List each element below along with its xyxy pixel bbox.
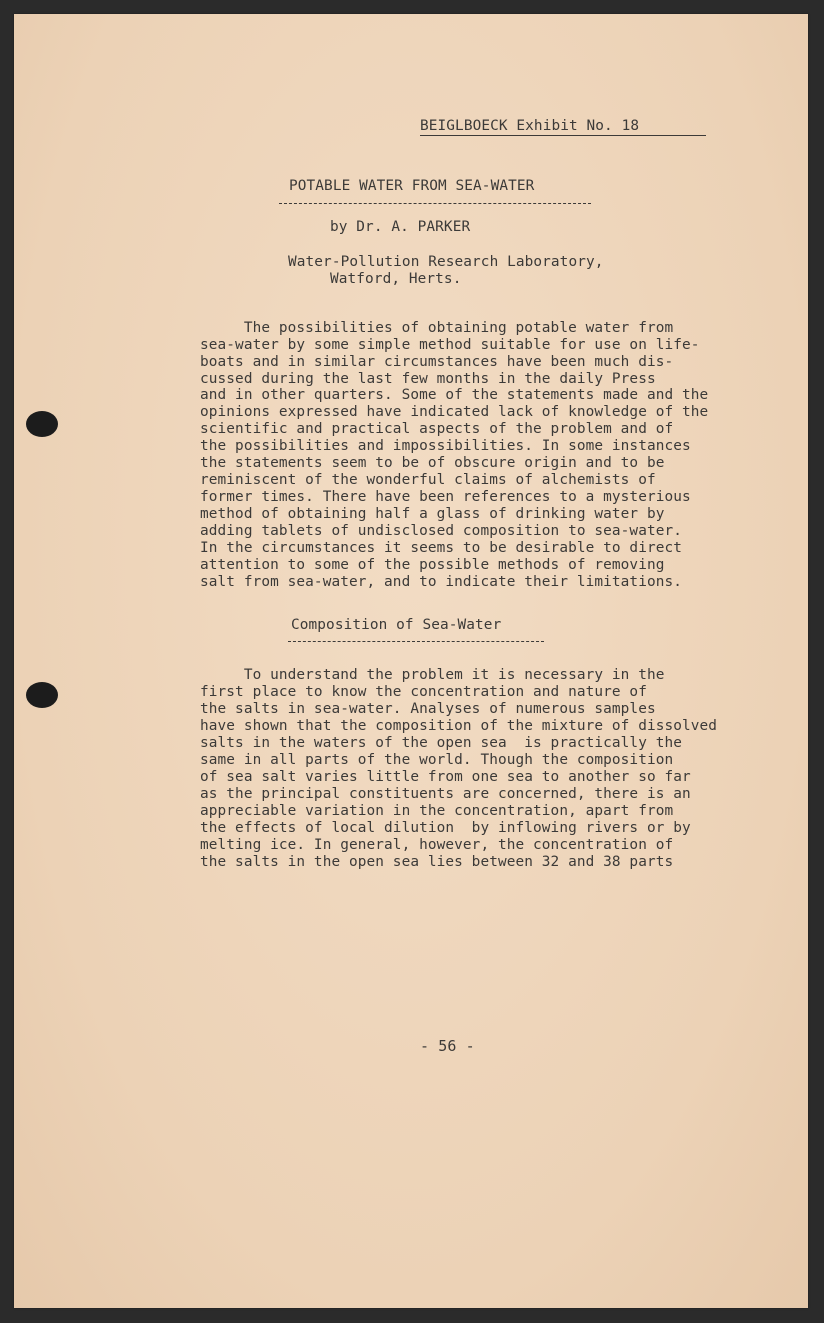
paragraph-line: of sea salt varies little from one sea to another so far [200,769,691,785]
section-heading: Composition of Sea-Water [291,617,502,633]
paragraph-line: attention to some of the possible methods of removing [200,557,665,573]
exhibit-label: BEIGLBOECK Exhibit No. 18 [420,118,640,134]
section-heading-underline [288,641,544,642]
paragraph-line: boats and in similar circumstances have been much dis- [200,354,674,370]
paragraph-line: first place to know the concentration and nature of [200,684,647,700]
paragraph-line: and in other quarters. Some of the statements made and the [200,387,709,403]
paragraph-line: appreciable variation in the concentration, apart from [200,803,674,819]
punch-hole-bottom [26,682,58,708]
paragraph-line: the possibilities and impossibilities. In some instances [200,438,691,454]
paragraph-line: the salts in the open sea lies between 32 and 38 parts [200,854,674,870]
paragraph-line: method of obtaining half a glass of drinking water by [200,506,665,522]
paragraph-line: sea-water by some simple method suitable for use on life- [200,337,700,353]
paragraph-line: have shown that the composition of the mixture of dissolved [200,718,718,734]
paragraph-line: reminiscent of the wonderful claims of alchemists of [200,472,656,488]
paragraph-line: as the principal constituents are concerned, there is an [200,786,691,802]
paragraph-line: salt from sea-water, and to indicate their limitations. [200,574,683,590]
paragraph-line: In the circumstances it seems to be desirable to direct [200,540,683,556]
paragraph-line: same in all parts of the world. Though the composition [200,752,674,768]
paragraph-line: the statements seem to be of obscure origin and to be [200,455,665,471]
paragraph-line: opinions expressed have indicated lack of knowledge of the [200,404,709,420]
exhibit-underline [420,135,706,136]
paragraph-line: former times. There have been references to a mysterious [200,489,691,505]
paragraph-line: The possibilities of obtaining potable water from [200,320,674,336]
article-byline: by Dr. A. PARKER [330,219,471,235]
paragraph-line: cussed during the last few months in the daily Press [200,371,656,387]
paragraph-line: salts in the waters of the open sea is practically the [200,735,683,751]
article-title: POTABLE WATER FROM SEA-WATER [289,178,535,194]
paragraph-line: adding tablets of undisclosed composition to sea-water. [200,523,683,539]
paragraph-line: the effects of local dilution by inflowing rivers or by [200,820,691,836]
document-page [14,14,808,1308]
punch-hole-top [26,411,58,437]
paragraph-line: the salts in sea-water. Analyses of numerous samples [200,701,656,717]
paragraph-line: To understand the problem it is necessary in the [200,667,665,683]
paragraph-line: melting ice. In general, however, the concentration of [200,837,674,853]
title-underline [279,203,591,204]
page-number: - 56 - [420,1037,475,1055]
paragraph-line: scientific and practical aspects of the problem and of [200,421,674,437]
affiliation-line-2: Watford, Herts. [330,271,462,287]
affiliation-line-1: Water-Pollution Research Laboratory, [288,254,604,270]
